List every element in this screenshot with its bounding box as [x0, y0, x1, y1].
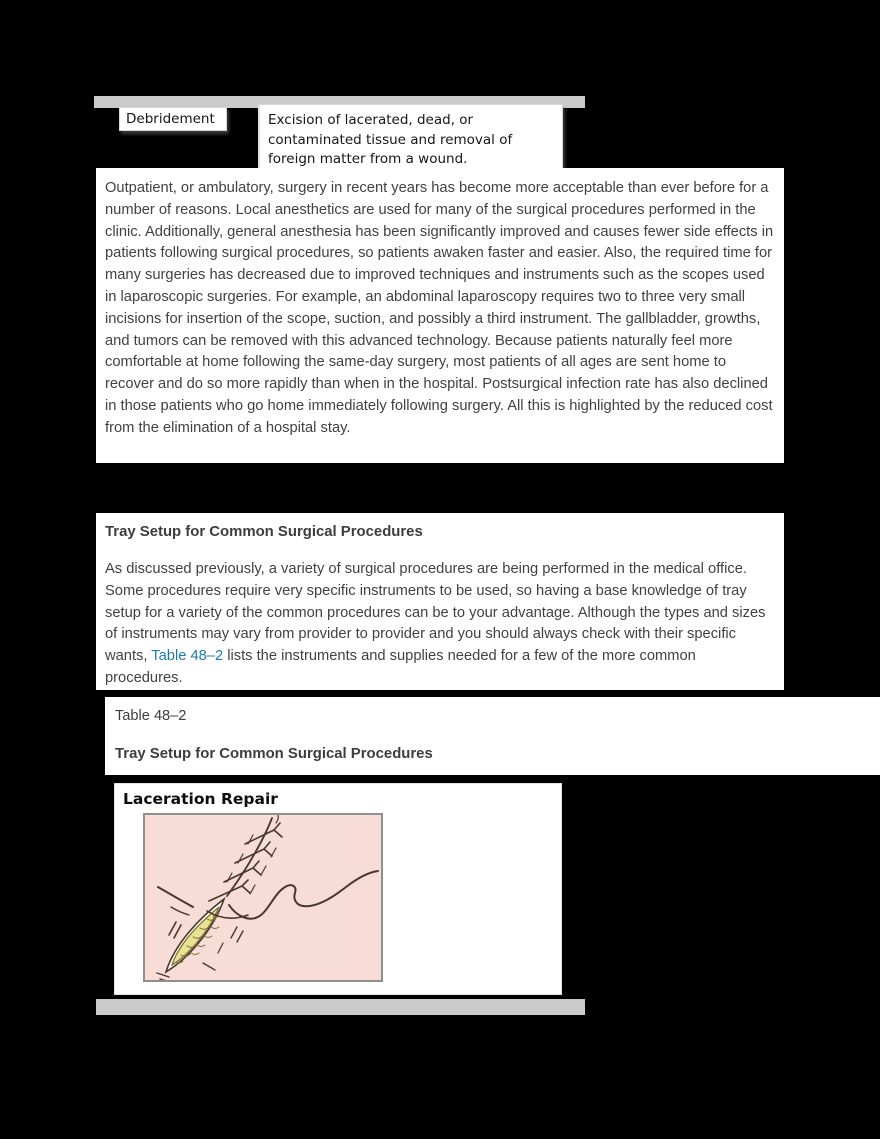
definition-text-cell — [258, 104, 563, 172]
outpatient-surgery-paragraph-block — [96, 168, 784, 463]
figure-title: Laceration Repair — [123, 790, 278, 808]
sutured-laceration-illustration — [143, 813, 383, 982]
laceration-repair-figure — [114, 783, 562, 995]
tray-setup-paragraph-before-link: As discussed previously, a variety of surgical procedures are being performed in the medical office. Some procedures require very specific instruments to be used, so having a base knowledge of tray setup for a variety of the common procedures can be to your advantage. Although the types and sizes of instruments may vary from provider to provider and you should always check with their specific wants, — [105, 561, 766, 665]
tray-setup-section-heading: Tray Setup for Common Surgical Procedures — [105, 524, 423, 540]
table-caption-label: Table 48–2 — [115, 708, 187, 724]
definition-term-cell — [119, 107, 227, 131]
tray-setup-paragraph-after-link: lists the instruments and supplies needed for a few of the more common procedures. — [105, 648, 696, 686]
outpatient-surgery-paragraph: Outpatient, or ambulatory, surgery in recent years has become more acceptable than ever before for a number of reasons. Local anesthetics are used for many of the surgical procedures performed in the clinic. Additionally, general anesthesia has been significantly improved and causes fewer side effects in patients following surgical procedures, so patients awaken faster and easier. Also, the required time for many surgeries has decreased due to improved techniques and instruments such as the scopes used in laparoscopic surgeries. For example, an abdominal laparoscopy requires two to three very small incisions for insertion of the scope, suction, and possibly a third instrument. The gallbladder, growths, and tumors can be removed with this advanced technology. Because patients naturally feel more comfortable at home following the same-day surgery, most patients of all ages are sent home to recover and do so more rapidly than when in the hospital. Postsurgical infection rate has also declined in those patients who go home immediately following surgery. All this is highlighted by the reduced cost from the elimination of a hospital stay. — [105, 180, 774, 436]
tray-setup-section — [96, 513, 784, 690]
table-48-2-link[interactable]: Table 48–2 — [151, 648, 224, 665]
definition-term: Debridement — [126, 111, 215, 127]
table-caption-title: Tray Setup for Common Surgical Procedures — [115, 746, 433, 762]
definition-text: Excision of lacerated, dead, or contaminated tissue and removal of foreign matter from a wound. — [268, 112, 513, 167]
tray-setup-paragraph — [96, 542, 784, 690]
table-caption-block — [105, 697, 880, 775]
divider-bar-bottom — [96, 999, 585, 1015]
